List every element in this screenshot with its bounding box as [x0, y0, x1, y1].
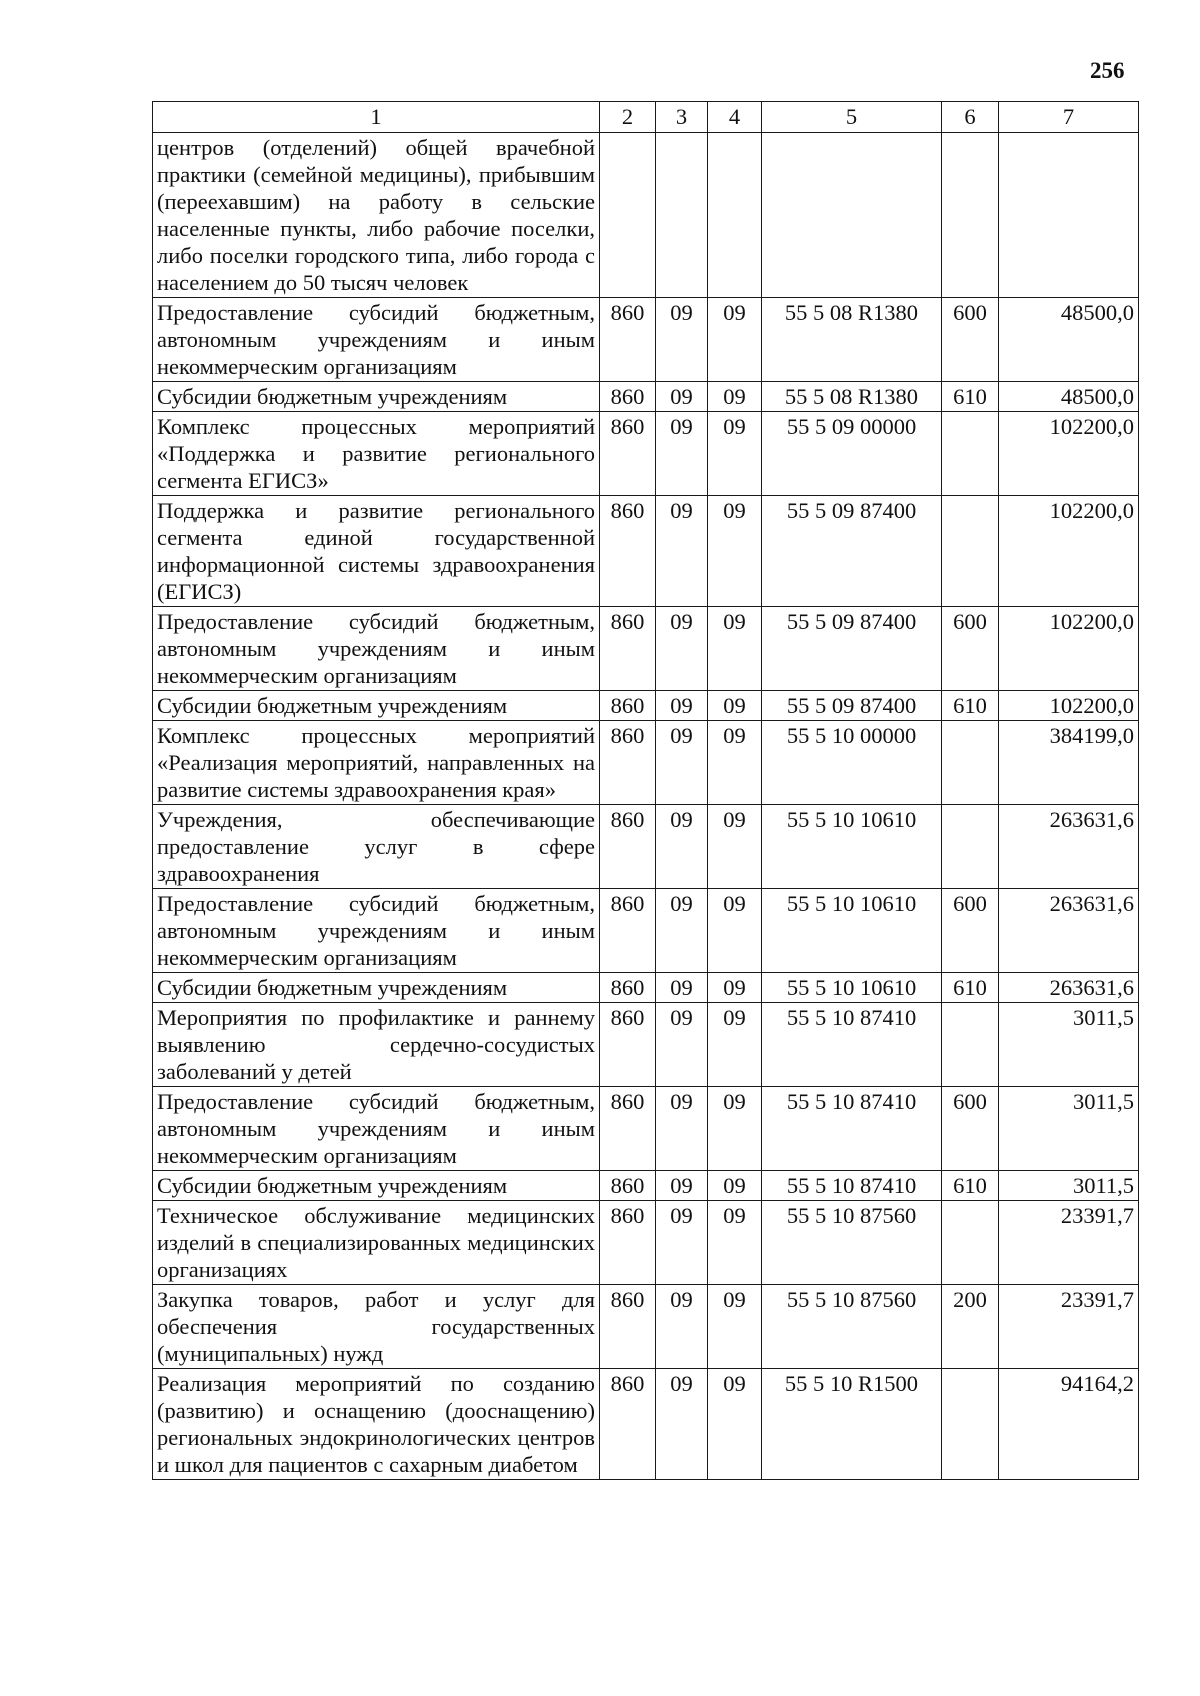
table-row — [153, 889, 1139, 973]
row-section-cell: 09 — [656, 412, 708, 496]
row-section-cell: 09 — [656, 973, 708, 1003]
row-name-cell: Субсидии бюджетным учреждениям — [153, 691, 600, 721]
table-row — [153, 973, 1139, 1003]
row-amount-cell: 23391,7 — [999, 1201, 1139, 1285]
row-target-article-cell: 55 5 10 10610 — [762, 805, 942, 889]
row-amount-cell: 94164,2 — [999, 1369, 1139, 1480]
row-target-article-cell — [762, 133, 942, 298]
row-target-article-cell: 55 5 09 87400 — [762, 496, 942, 607]
row-amount-cell: 102200,0 — [999, 607, 1139, 691]
row-name-cell: Комплекс процессных мероприятий «Реализация мероприятий, направленных на развитие системы здравоохранения края» — [153, 721, 600, 805]
row-code-ministry-cell: 860 — [600, 1285, 656, 1369]
row-section-cell: 09 — [656, 607, 708, 691]
row-target-article-cell: 55 5 10 00000 — [762, 721, 942, 805]
table-body — [153, 133, 1139, 1480]
column-header-1: 1 — [153, 102, 600, 133]
row-name-cell: Техническое обслуживание медицинских изделий в специализированных медицинских организациях — [153, 1201, 600, 1285]
row-code-ministry-cell: 860 — [600, 1003, 656, 1087]
row-amount-cell: 48500,0 — [999, 382, 1139, 412]
row-amount-cell: 102200,0 — [999, 496, 1139, 607]
row-subsection-cell: 09 — [708, 1171, 762, 1201]
table-row — [153, 133, 1139, 298]
column-header-6: 6 — [942, 102, 999, 133]
row-expense-type-cell — [942, 1201, 999, 1285]
row-name-cell: Предоставление субсидий бюджетным, автономным учреждениям и иным некоммерческим организациям — [153, 298, 600, 382]
row-name-cell: Предоставление субсидий бюджетным, автономным учреждениям и иным некоммерческим организациям — [153, 1087, 600, 1171]
row-code-ministry-cell: 860 — [600, 889, 656, 973]
row-amount-cell: 3011,5 — [999, 1171, 1139, 1201]
row-subsection-cell: 09 — [708, 1201, 762, 1285]
row-code-ministry-cell: 860 — [600, 691, 656, 721]
row-expense-type-cell: 600 — [942, 889, 999, 973]
row-subsection-cell: 09 — [708, 1285, 762, 1369]
header-row — [153, 102, 1139, 133]
row-amount-cell: 3011,5 — [999, 1003, 1139, 1087]
table-row — [153, 298, 1139, 382]
row-target-article-cell: 55 5 09 00000 — [762, 412, 942, 496]
row-expense-type-cell: 610 — [942, 382, 999, 412]
row-target-article-cell: 55 5 09 87400 — [762, 607, 942, 691]
row-section-cell: 09 — [656, 1087, 708, 1171]
row-amount-cell: 384199,0 — [999, 721, 1139, 805]
column-header-2: 2 — [600, 102, 656, 133]
row-section-cell: 09 — [656, 1003, 708, 1087]
row-subsection-cell: 09 — [708, 1369, 762, 1480]
row-expense-type-cell: 200 — [942, 1285, 999, 1369]
row-expense-type-cell: 600 — [942, 1087, 999, 1171]
row-name-cell: Предоставление субсидий бюджетным, автономным учреждениям и иным некоммерческим организациям — [153, 889, 600, 973]
table-row — [153, 721, 1139, 805]
row-expense-type-cell — [942, 496, 999, 607]
row-subsection-cell: 09 — [708, 973, 762, 1003]
row-amount-cell: 263631,6 — [999, 805, 1139, 889]
row-code-ministry-cell: 860 — [600, 496, 656, 607]
row-section-cell: 09 — [656, 298, 708, 382]
row-section-cell: 09 — [656, 1171, 708, 1201]
row-name-cell: Поддержка и развитие регионального сегмента единой государственной информационной системы здравоохранения (ЕГИСЗ) — [153, 496, 600, 607]
table-row — [153, 412, 1139, 496]
row-name-cell: Предоставление субсидий бюджетным, автономным учреждениям и иным некоммерческим организациям — [153, 607, 600, 691]
table-row — [153, 607, 1139, 691]
row-amount-cell: 102200,0 — [999, 412, 1139, 496]
row-amount-cell: 48500,0 — [999, 298, 1139, 382]
row-target-article-cell: 55 5 10 10610 — [762, 889, 942, 973]
column-header-5: 5 — [762, 102, 942, 133]
row-name-cell: Закупка товаров, работ и услуг для обеспечения государственных (муниципальных) нужд — [153, 1285, 600, 1369]
row-expense-type-cell — [942, 412, 999, 496]
row-name-cell: Мероприятия по профилактике и раннему выявлению сердечно-сосудистых заболеваний у детей — [153, 1003, 600, 1087]
table-row — [153, 805, 1139, 889]
row-name-cell: Реализация мероприятий по созданию (развитию) и оснащению (дооснащению) региональных эндокринологических центров и школ для пациентов с сахарным диабетом — [153, 1369, 600, 1480]
row-subsection-cell: 09 — [708, 496, 762, 607]
row-section-cell — [656, 133, 708, 298]
table-row — [153, 1285, 1139, 1369]
row-name-cell: Субсидии бюджетным учреждениям — [153, 1171, 600, 1201]
row-expense-type-cell — [942, 133, 999, 298]
row-code-ministry-cell: 860 — [600, 1087, 656, 1171]
row-subsection-cell: 09 — [708, 691, 762, 721]
row-subsection-cell: 09 — [708, 412, 762, 496]
row-name-cell: Учреждения, обеспечивающие предоставление услуг в сфере здравоохранения — [153, 805, 600, 889]
row-code-ministry-cell: 860 — [600, 298, 656, 382]
row-subsection-cell: 09 — [708, 889, 762, 973]
row-section-cell: 09 — [656, 1285, 708, 1369]
row-target-article-cell: 55 5 09 87400 — [762, 691, 942, 721]
row-subsection-cell: 09 — [708, 1087, 762, 1171]
row-expense-type-cell: 600 — [942, 298, 999, 382]
row-subsection-cell: 09 — [708, 298, 762, 382]
row-code-ministry-cell: 860 — [600, 1369, 656, 1480]
table-row — [153, 1369, 1139, 1480]
row-amount-cell — [999, 133, 1139, 298]
row-name-cell: Комплекс процессных мероприятий «Поддержка и развитие регионального сегмента ЕГИСЗ» — [153, 412, 600, 496]
row-expense-type-cell: 600 — [942, 607, 999, 691]
row-section-cell: 09 — [656, 382, 708, 412]
table-row — [153, 691, 1139, 721]
row-code-ministry-cell: 860 — [600, 973, 656, 1003]
table-row — [153, 1087, 1139, 1171]
row-name-cell: Субсидии бюджетным учреждениям — [153, 973, 600, 1003]
row-section-cell: 09 — [656, 721, 708, 805]
row-section-cell: 09 — [656, 889, 708, 973]
row-code-ministry-cell: 860 — [600, 607, 656, 691]
row-target-article-cell: 55 5 08 R1380 — [762, 382, 942, 412]
row-amount-cell: 102200,0 — [999, 691, 1139, 721]
row-expense-type-cell: 610 — [942, 691, 999, 721]
row-amount-cell: 3011,5 — [999, 1087, 1139, 1171]
row-target-article-cell: 55 5 10 10610 — [762, 973, 942, 1003]
row-amount-cell: 23391,7 — [999, 1285, 1139, 1369]
row-section-cell: 09 — [656, 691, 708, 721]
row-section-cell: 09 — [656, 805, 708, 889]
row-section-cell: 09 — [656, 1369, 708, 1480]
row-subsection-cell: 09 — [708, 1003, 762, 1087]
row-amount-cell: 263631,6 — [999, 889, 1139, 973]
row-target-article-cell: 55 5 10 87410 — [762, 1003, 942, 1087]
row-section-cell: 09 — [656, 496, 708, 607]
row-section-cell: 09 — [656, 1201, 708, 1285]
row-subsection-cell: 09 — [708, 382, 762, 412]
row-expense-type-cell — [942, 721, 999, 805]
row-name-cell: центров (отделений) общей врачебной практики (семейной медицины), прибывшим (переехавшим) на работу в сельские населенные пункты, либо рабочие поселки, либо поселки городского типа, либо города с населением до 50 тысяч человек — [153, 133, 600, 298]
column-header-7: 7 — [999, 102, 1139, 133]
table-row — [153, 1201, 1139, 1285]
row-expense-type-cell: 610 — [942, 1171, 999, 1201]
row-target-article-cell: 55 5 10 87560 — [762, 1201, 942, 1285]
row-code-ministry-cell: 860 — [600, 412, 656, 496]
row-target-article-cell: 55 5 08 R1380 — [762, 298, 942, 382]
table-row — [153, 1171, 1139, 1201]
column-header-3: 3 — [656, 102, 708, 133]
row-expense-type-cell — [942, 1003, 999, 1087]
table-row — [153, 382, 1139, 412]
row-code-ministry-cell: 860 — [600, 1171, 656, 1201]
row-target-article-cell: 55 5 10 87410 — [762, 1087, 942, 1171]
page-number: 256 — [1090, 58, 1125, 83]
row-subsection-cell — [708, 133, 762, 298]
row-target-article-cell: 55 5 10 R1500 — [762, 1369, 942, 1480]
row-target-article-cell: 55 5 10 87560 — [762, 1285, 942, 1369]
row-name-cell: Субсидии бюджетным учреждениям — [153, 382, 600, 412]
row-code-ministry-cell: 860 — [600, 382, 656, 412]
table-row — [153, 1003, 1139, 1087]
column-header-4: 4 — [708, 102, 762, 133]
row-subsection-cell: 09 — [708, 805, 762, 889]
row-amount-cell: 263631,6 — [999, 973, 1139, 1003]
row-code-ministry-cell — [600, 133, 656, 298]
row-expense-type-cell: 610 — [942, 973, 999, 1003]
row-subsection-cell: 09 — [708, 607, 762, 691]
row-code-ministry-cell: 860 — [600, 805, 656, 889]
table-row — [153, 496, 1139, 607]
row-code-ministry-cell: 860 — [600, 721, 656, 805]
budget-table — [152, 101, 1139, 1480]
row-target-article-cell: 55 5 10 87410 — [762, 1171, 942, 1201]
row-code-ministry-cell: 860 — [600, 1201, 656, 1285]
row-subsection-cell: 09 — [708, 721, 762, 805]
row-expense-type-cell — [942, 805, 999, 889]
row-expense-type-cell — [942, 1369, 999, 1480]
